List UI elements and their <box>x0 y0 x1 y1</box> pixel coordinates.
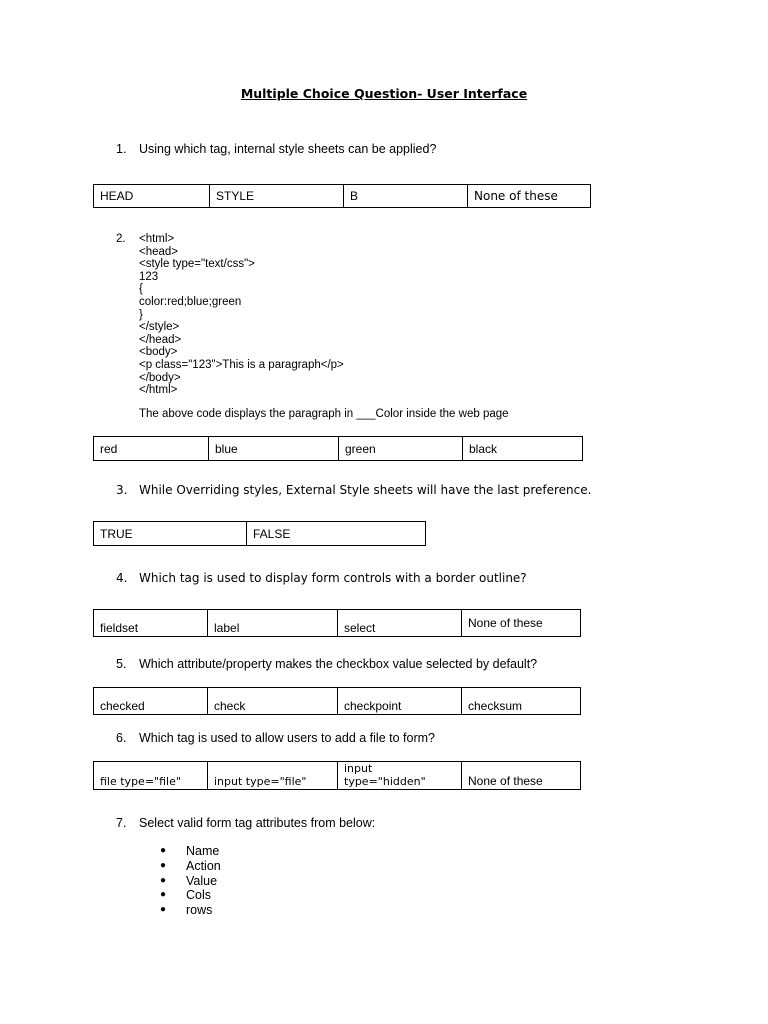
question-number: 3. <box>116 483 128 497</box>
code-line: </body> <box>139 371 181 384</box>
option-cell: check <box>208 688 338 715</box>
options-table-1 <box>93 184 591 208</box>
list-item <box>160 903 221 918</box>
code-line: } <box>139 308 143 321</box>
option-cell: checkpoint <box>338 688 462 715</box>
option-cell: STYLE <box>210 185 344 208</box>
question-text: While Overriding styles, External Style sheets will have the last preference. <box>139 483 592 497</box>
list-item-label: rows <box>186 903 213 918</box>
question-6 <box>116 731 435 745</box>
code-line: { <box>139 283 143 296</box>
option-cell: file type="file" <box>94 762 208 790</box>
bullet-icon: ● <box>160 904 167 916</box>
option-cell: select <box>338 610 462 637</box>
question-4 <box>116 571 527 585</box>
code-line: <style type="text/css"> <box>139 258 255 271</box>
code-line: color:red;blue;green <box>139 295 242 308</box>
code-line: <html> <box>139 233 175 245</box>
code-line: </style> <box>139 321 180 334</box>
option-cell: red <box>94 437 209 461</box>
option-cell: None of these <box>462 610 581 637</box>
question-number: 7. <box>116 816 127 830</box>
question-number: 6. <box>116 731 127 745</box>
question-number: 4. <box>116 571 128 585</box>
question-text: Using which tag, internal style sheets can be applied? <box>139 142 437 156</box>
question-1 <box>116 142 436 156</box>
bullet-icon: ● <box>160 874 167 886</box>
option-cell: black <box>463 437 583 461</box>
list-item <box>160 844 221 859</box>
code-line: </head> <box>139 333 182 346</box>
option-cell: HEAD <box>94 185 210 208</box>
question-2 <box>116 233 139 245</box>
list-item-label: Action <box>186 858 221 873</box>
option-cell: green <box>339 437 463 461</box>
question-number: 2. <box>116 233 126 245</box>
option-cell: checksum <box>462 688 581 715</box>
question-text: Which tag is used to display form controls with a border outline? <box>139 571 527 585</box>
option-cell: input type="hidden" <box>338 762 462 790</box>
list-item <box>160 859 221 874</box>
question-text: The above code displays the paragraph in ___Color inside the web page <box>139 408 509 420</box>
options-table-3 <box>93 521 426 546</box>
option-cell: FALSE <box>247 522 426 546</box>
question-number: 1. <box>116 142 127 156</box>
question-text: Which attribute/property makes the checkbox value selected by default? <box>139 657 538 671</box>
page-title: Multiple Choice Question- User Interface <box>240 86 528 101</box>
bullet-icon: ● <box>160 859 167 871</box>
list-item-label: Name <box>186 844 220 858</box>
list-item <box>160 874 221 889</box>
option-cell: fieldset <box>94 610 208 637</box>
bullet-icon: ● <box>160 889 167 901</box>
option-cell: checked <box>94 688 208 715</box>
list-item <box>160 888 221 903</box>
code-line: <head> <box>139 245 179 258</box>
options-table-2 <box>93 436 583 461</box>
option-cell: blue <box>209 437 339 461</box>
question-text: Which tag is used to allow users to add a file to form? <box>139 731 435 745</box>
option-cell: input type="file" <box>208 762 338 790</box>
question-text: Select valid form tag attributes from below: <box>139 816 376 830</box>
bullet-icon: ● <box>160 845 167 856</box>
option-cell: TRUE <box>94 522 247 546</box>
options-table-6 <box>93 761 581 790</box>
list-item-label: Value <box>186 873 218 888</box>
options-table-5 <box>93 687 581 715</box>
option-cell: None of these <box>462 762 581 790</box>
list-item-label: Cols <box>186 888 212 903</box>
option-cell: None of these <box>468 185 591 208</box>
option-cell: B <box>344 185 468 208</box>
question-5 <box>116 657 537 671</box>
options-table-4 <box>93 609 581 637</box>
question-7 <box>116 816 375 830</box>
code-block <box>139 233 344 397</box>
code-line: <p class="123">This is a paragraph</p> <box>139 358 344 371</box>
question-3 <box>116 483 591 497</box>
bullet-list <box>160 844 221 918</box>
option-cell: label <box>208 610 338 637</box>
question-number: 5. <box>116 657 127 671</box>
code-line: 123 <box>139 270 159 283</box>
code-line: <body> <box>139 346 178 359</box>
code-line: </html> <box>139 384 178 397</box>
